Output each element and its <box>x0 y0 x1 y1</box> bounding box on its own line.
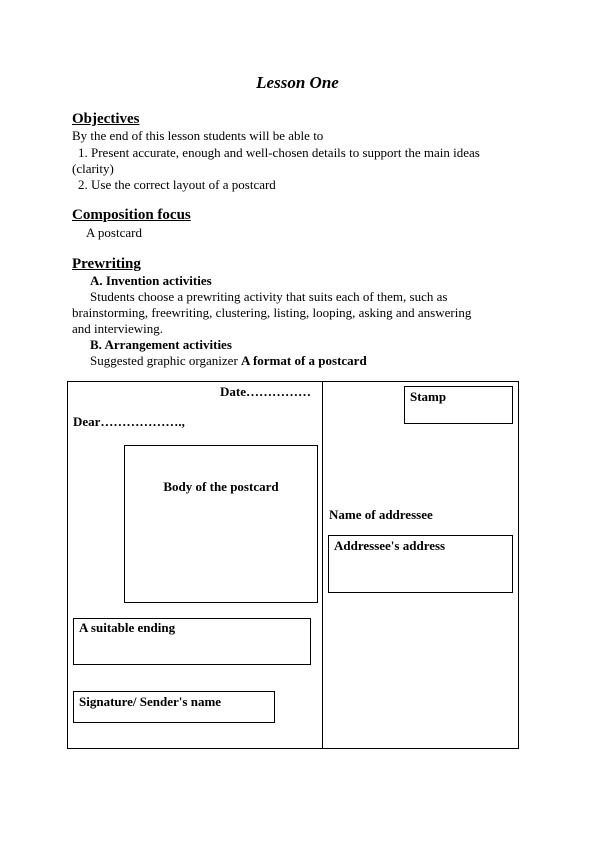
prewriting-heading: Prewriting <box>72 256 141 272</box>
objective-item-2: 2. Use the correct layout of a postcard <box>78 177 276 192</box>
composition-text: A postcard <box>86 225 142 240</box>
postcard-address-label: Addressee's address <box>334 538 446 553</box>
postcard-body-box <box>124 445 318 603</box>
objective-item-1-cont: (clarity) <box>72 161 114 176</box>
invention-line-1: Students choose a prewriting activity that suits each of them, such as <box>90 289 448 304</box>
postcard-date: Date…………… <box>220 384 311 399</box>
invention-line-3: and interviewing. <box>72 321 163 336</box>
postcard-signature-label: Signature/ Sender's name <box>79 694 222 709</box>
postcard-divider <box>322 381 323 749</box>
postcard-addressee-name: Name of addressee <box>329 507 433 522</box>
invention-heading: A. Invention activities <box>90 273 212 288</box>
invention-line-2: brainstorming, freewriting, clustering, listing, looping, asking and answering <box>72 305 472 320</box>
postcard-body-label: Body of the postcard <box>163 479 279 494</box>
arrangement-text-plain: Suggested graphic organizer <box>90 353 242 368</box>
postcard-ending-label: A suitable ending <box>79 620 176 635</box>
postcard-stamp-label: Stamp <box>410 389 447 404</box>
objectives-heading: Objectives <box>72 111 140 127</box>
postcard-dear: Dear………………., <box>73 414 185 429</box>
arrangement-text-bold: A format of a postcard <box>241 353 367 368</box>
arrangement-text <box>90 353 367 369</box>
objective-item-1: 1. Present accurate, enough and well-chosen details to support the main ideas <box>78 145 480 160</box>
arrangement-heading: B. Arrangement activities <box>90 337 232 352</box>
page-title: Lesson One <box>256 73 339 92</box>
objectives-intro: By the end of this lesson students will be able to <box>72 128 324 143</box>
composition-heading: Composition focus <box>72 207 191 223</box>
